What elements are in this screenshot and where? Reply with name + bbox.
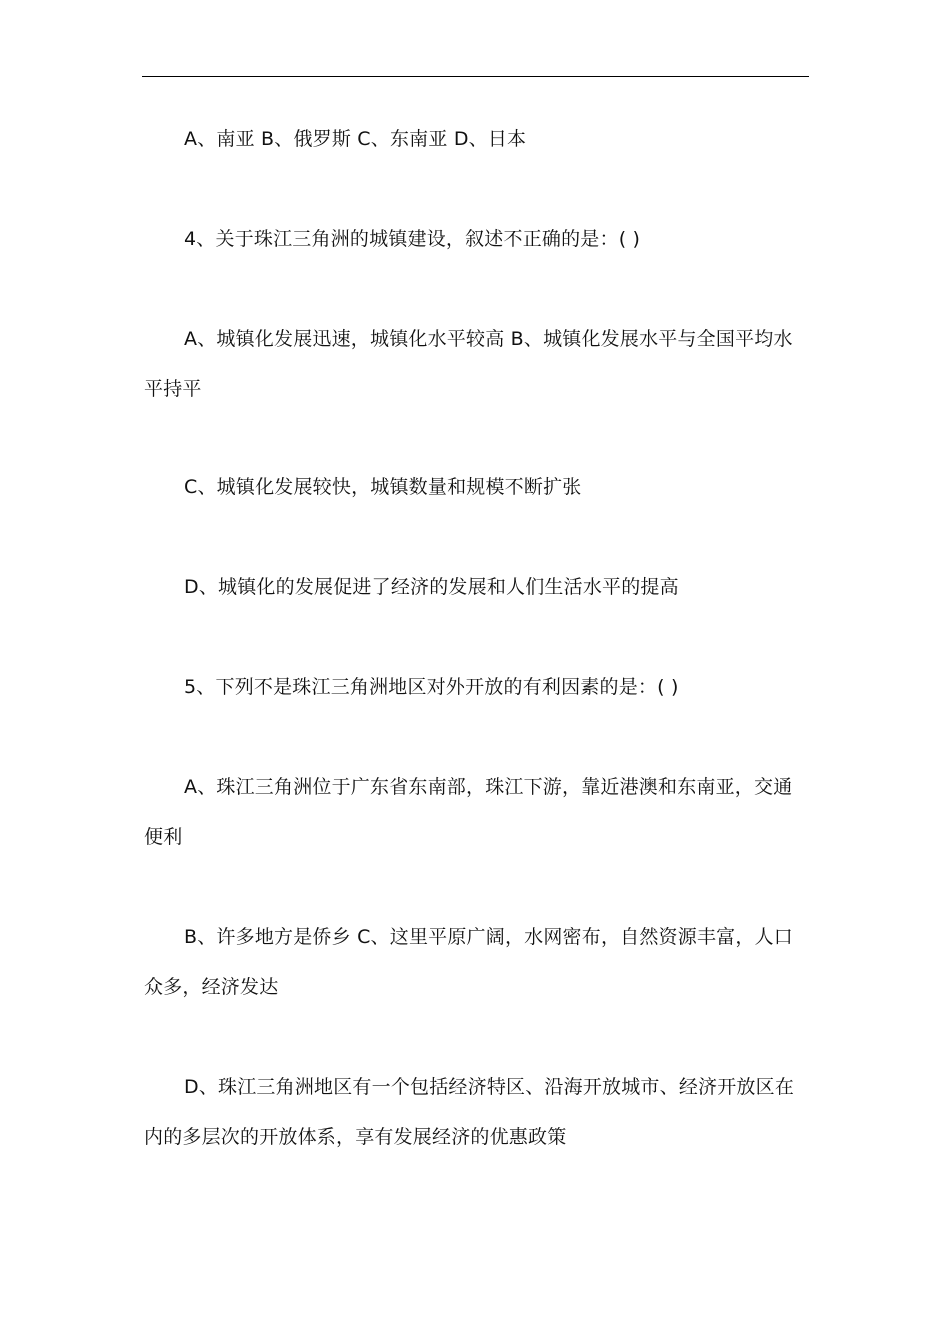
header-rule <box>142 76 809 77</box>
q5-option-b-c: B、许多地方是侨乡 C、这里平原广阔，水网密布，自然资源丰富，人口众多，经济发达 <box>144 926 793 998</box>
q4-option-d: D、城镇化的发展促进了经济的发展和人们生活水平的提高 <box>184 576 679 598</box>
q5-option-a: A、珠江三角洲位于广东省东南部，珠江下游，靠近港澳和东南亚，交通便利 <box>144 776 793 848</box>
q4-option-a-b: A、城镇化发展迅速，城镇化水平较高 B、城镇化发展水平与全国平均水平持平 <box>144 328 793 400</box>
q4-option-c: C、城镇化发展较快，城镇数量和规模不断扩张 <box>184 476 582 498</box>
question-5: 5、下列不是珠江三角洲地区对外开放的有利因素的是：( ) <box>184 676 679 698</box>
q5-option-d: D、珠江三角洲地区有一个包括经济特区、沿海开放城市、经济开放区在内的多层次的开放体系，享有发展经济的优惠政策 <box>144 1076 795 1148</box>
answer-options-q3: A、南亚 B、俄罗斯 C、东南亚 D、日本 <box>184 128 527 150</box>
question-4: 4、关于珠江三角洲的城镇建设，叙述不正确的是：( ) <box>184 228 641 250</box>
